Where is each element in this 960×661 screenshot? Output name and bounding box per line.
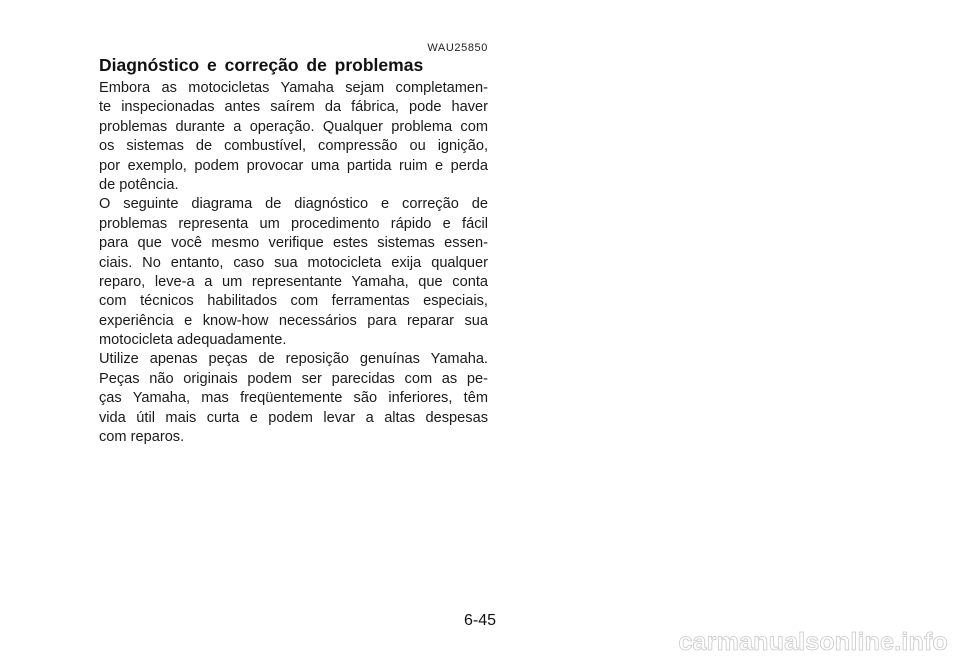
- text-line: O seguinte diagrama de diagnóstico e correção de: [99, 196, 488, 213]
- text-line: ciais. No entanto, caso sua motocicleta exija qualquer: [99, 254, 488, 271]
- text-line: experiência e know-how necessários para reparar sua: [99, 312, 488, 329]
- text-line: por exemplo, podem provocar uma partida ruim e perda: [99, 157, 488, 174]
- text-line: motocicleta adequadamente.: [99, 332, 287, 349]
- text-line: com técnicos habilitados com ferramentas especiais,: [99, 293, 488, 310]
- text-line: de potência.: [99, 176, 179, 193]
- text-line: ças Yamaha, mas freqüentemente são inferiores, têm: [99, 390, 488, 407]
- section-title: Diagnóstico e correção de problemas: [99, 55, 424, 75]
- text-line: para que você mesmo verifique estes sistemas essen-: [99, 235, 488, 252]
- text-line: reparo, leve-a a um representante Yamaha, que conta: [99, 273, 488, 290]
- text-line: Utilize apenas peças de reposição genuínas Yamaha.: [99, 351, 488, 368]
- page-number: 6-45: [463, 612, 497, 629]
- text-line: problemas representa um procedimento rápido e fácil: [99, 215, 488, 232]
- site-watermark: carmanualsonline.info: [678, 628, 948, 656]
- section-code: WAU25850: [427, 42, 488, 54]
- text-line: problemas durante a operação. Qualquer problema com: [99, 118, 488, 135]
- text-line: os sistemas de combustível, compressão ou ignição,: [99, 138, 488, 155]
- text-line: te inspecionadas antes saírem da fábrica, pode haver: [99, 99, 488, 116]
- text-line: Embora as motocicletas Yamaha sejam completamen-: [99, 80, 488, 96]
- text-line: Peças não originais podem ser parecidas com as pe-: [99, 370, 488, 387]
- text-line: com reparos.: [99, 429, 185, 446]
- text-line: vida útil mais curta e podem levar a altas despesas: [99, 409, 488, 426]
- body-text: [99, 79, 488, 447]
